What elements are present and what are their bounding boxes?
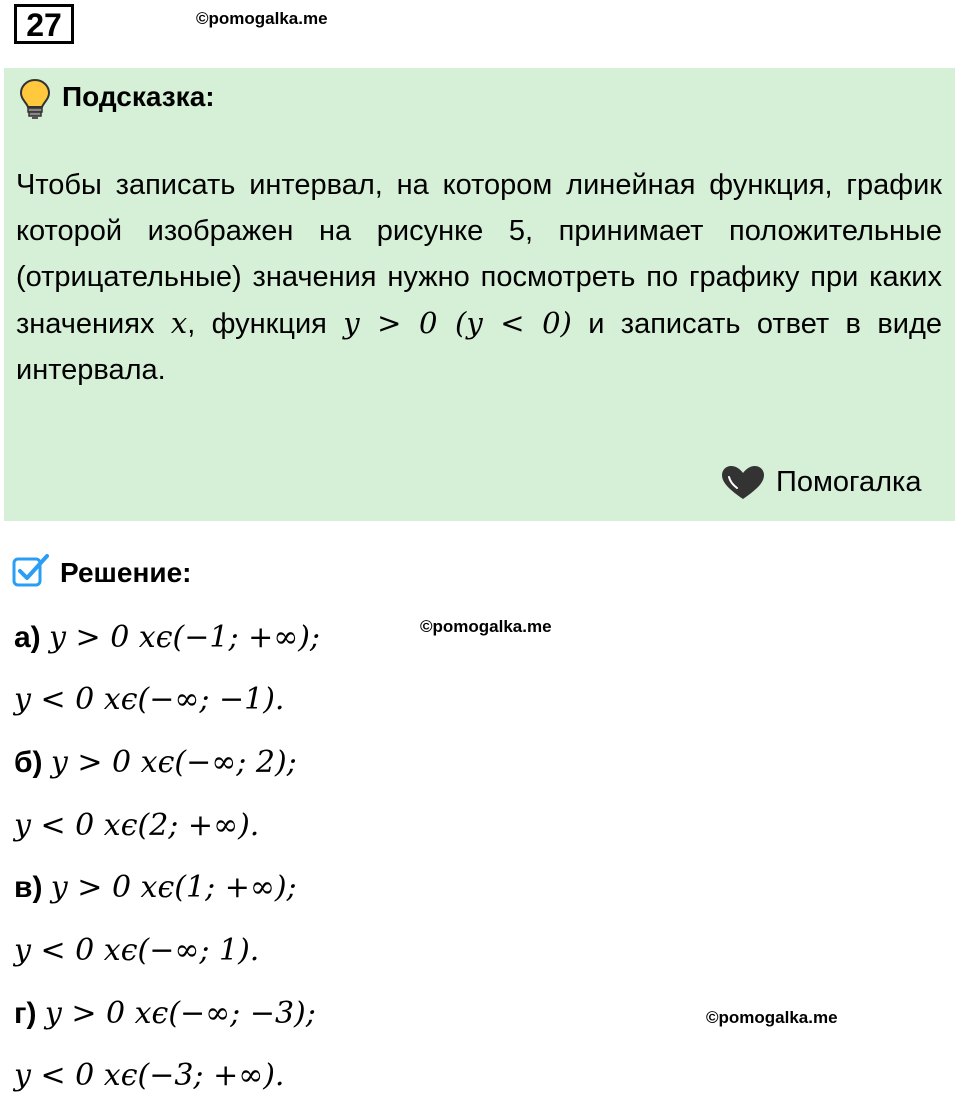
math-x: x [170,306,188,340]
answer-line: б) y > 0 xϵ(−∞; 2); [14,745,297,780]
watermark: ©pomogalka.me [706,1008,838,1027]
answer-line: в) y > 0 xϵ(1; +∞); [14,870,297,905]
hint-title: Подсказка: [62,81,215,112]
answer-line: y < 0 xϵ(−3; +∞). [14,1058,285,1093]
heart-icon [720,465,766,501]
lightbulb-icon [18,78,52,120]
checkbox-icon [12,553,50,589]
hint-text: Чтобы записать интервал, на котором линейная функция, график которой изображен на рисунке 5, принимает положительные (отрицательные) значения нужно посмотреть по графику при каких значениях x, функция y > 0 (y < 0) и записать ответ в виде интервала. [16,169,942,386]
watermark: ©pomogalka.me [196,9,328,28]
answer-line: г) y > 0 xϵ(−∞; −3); [14,996,316,1031]
task-number: 27 [14,4,74,44]
solution-title: Решение: [60,557,192,588]
watermark: ©pomogalka.me [420,617,552,636]
math-condition: y > 0 (y < 0) [343,306,572,340]
brand-name: Помогалка [776,466,922,498]
answer-line: y < 0 xϵ(−∞; −1). [14,682,285,717]
answer-line: y < 0 xϵ(2; +∞). [14,808,260,843]
answer-line: y < 0 xϵ(−∞; 1). [14,933,260,968]
answer-line: а) y > 0 xϵ(−1; +∞); [14,620,321,655]
hint-box [4,68,955,521]
